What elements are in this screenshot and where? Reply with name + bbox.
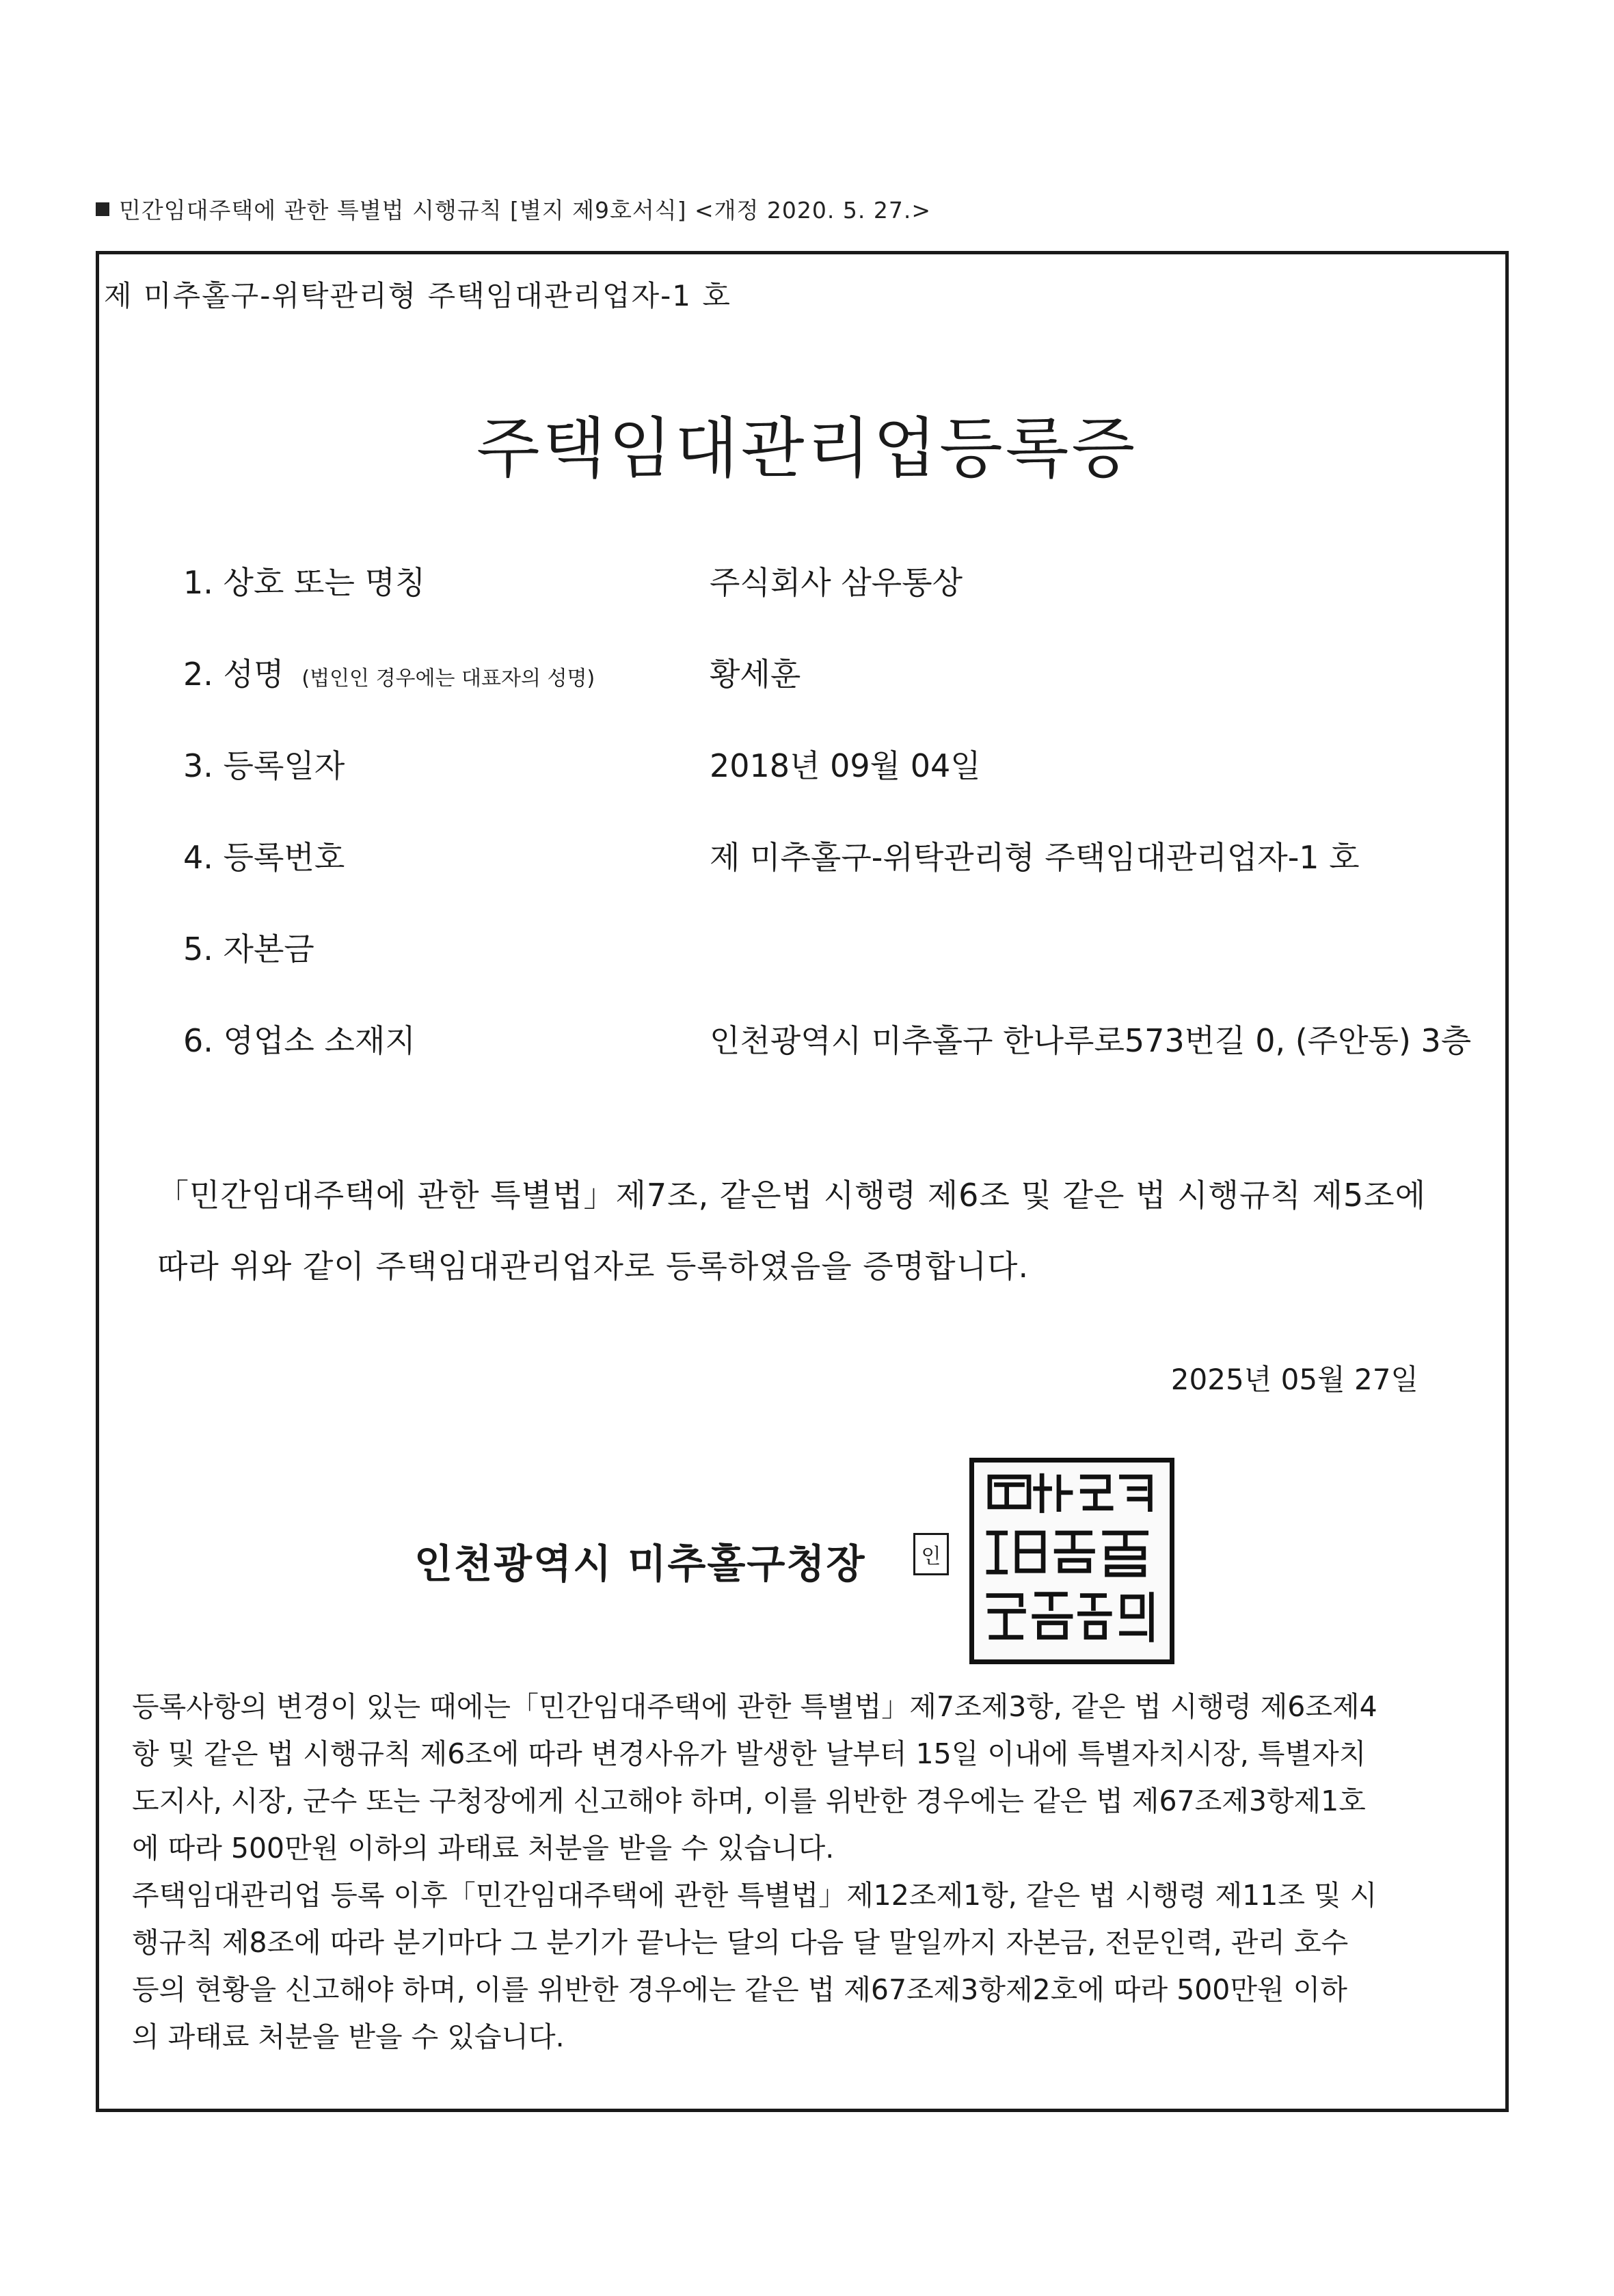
field-value: 황세훈 <box>710 656 801 693</box>
notice-line: 주택임대관리업 등록 이후「민간임대주택에 관한 특별법」제12조제1항, 같은 법 시행령 제11조 및 시 <box>132 1879 1377 1912</box>
certificate-number: 제 미추홀구-위탁관리형 주택임대관리업자-1 호 <box>104 279 731 312</box>
statement-line: 「민간임대주택에 관한 특별법」제7조, 같은법 시행령 제6조 및 같은 법 시행규칙 제5조에 <box>157 1177 1427 1214</box>
statement-line: 따라 위와 같이 주택임대관리업자로 등록하였음을 증명합니다. <box>157 1248 1030 1285</box>
seal-graphic <box>974 1463 1170 1659</box>
notice-line: 의 과태료 처분을 받을 수 있습니다. <box>132 2020 565 2053</box>
field-label: 1. 상호 또는 명칭 <box>183 564 426 601</box>
notice-line: 등의 현황을 신고해야 하며, 이를 위반한 경우에는 같은 법 제67조제3항제2호에 따라 500만원 이하 <box>132 1973 1347 2006</box>
seal-mark: 인 <box>913 1533 949 1575</box>
field-value: 인천광역시 미추홀구 한나루로573번길 0, (주안동) 3층 <box>710 1022 1472 1059</box>
field-label: 2. 성명 (법인인 경우에는 대표자의 성명) <box>183 656 595 693</box>
form-reference <box>96 193 931 225</box>
certificate-title: 주택임대관리업등록증 <box>476 410 1138 487</box>
form-reference-text: 민간임대주택에 관한 특별법 시행규칙 [별지 제9호서식] <개정 2020. 5. 27.> <box>119 197 931 224</box>
issue-date: 2025년 05월 27일 <box>1170 1363 1418 1396</box>
field-note: (법인인 경우에는 대표자의 성명) <box>301 667 595 691</box>
notice-line: 행규칙 제8조에 따라 분기마다 그 분기가 끝나는 달의 다음 달 말일까지 자본금, 전문인력, 관리 호수 <box>132 1926 1349 1959</box>
field-label: 4. 등록번호 <box>183 839 345 876</box>
field-label: 6. 영업소 소재지 <box>183 1022 416 1059</box>
field-label: 3. 등록일자 <box>183 747 345 784</box>
issuer-name: 인천광역시 미추홀구청장 <box>414 1540 866 1587</box>
notice-line: 에 따라 500만원 이하의 과태료 처분을 받을 수 있습니다. <box>132 1832 835 1865</box>
field-value: 주식회사 삼우통상 <box>710 564 963 601</box>
field-label: 5. 자본금 <box>183 931 314 967</box>
field-value: 제 미추홀구-위탁관리형 주택임대관리업자-1 호 <box>710 839 1360 876</box>
notice-line: 항 및 같은 법 시행규칙 제6조에 따라 변경사유가 발생한 날부터 15일 이내에 특별자치시장, 특별자치 <box>132 1737 1367 1770</box>
field-value: 2018년 09월 04일 <box>710 747 981 784</box>
notice-line: 도지사, 시장, 군수 또는 구청장에게 신고해야 하며, 이를 위반한 경우에는 같은 법 제67조제3항제1호 <box>132 1785 1366 1817</box>
bullet-square-icon <box>96 202 109 216</box>
official-seal <box>969 1458 1174 1664</box>
notice-line: 등록사항의 변경이 있는 때에는「민간임대주택에 관한 특별법」제7조제3항, 같은 법 시행령 제6조제4 <box>132 1690 1377 1723</box>
